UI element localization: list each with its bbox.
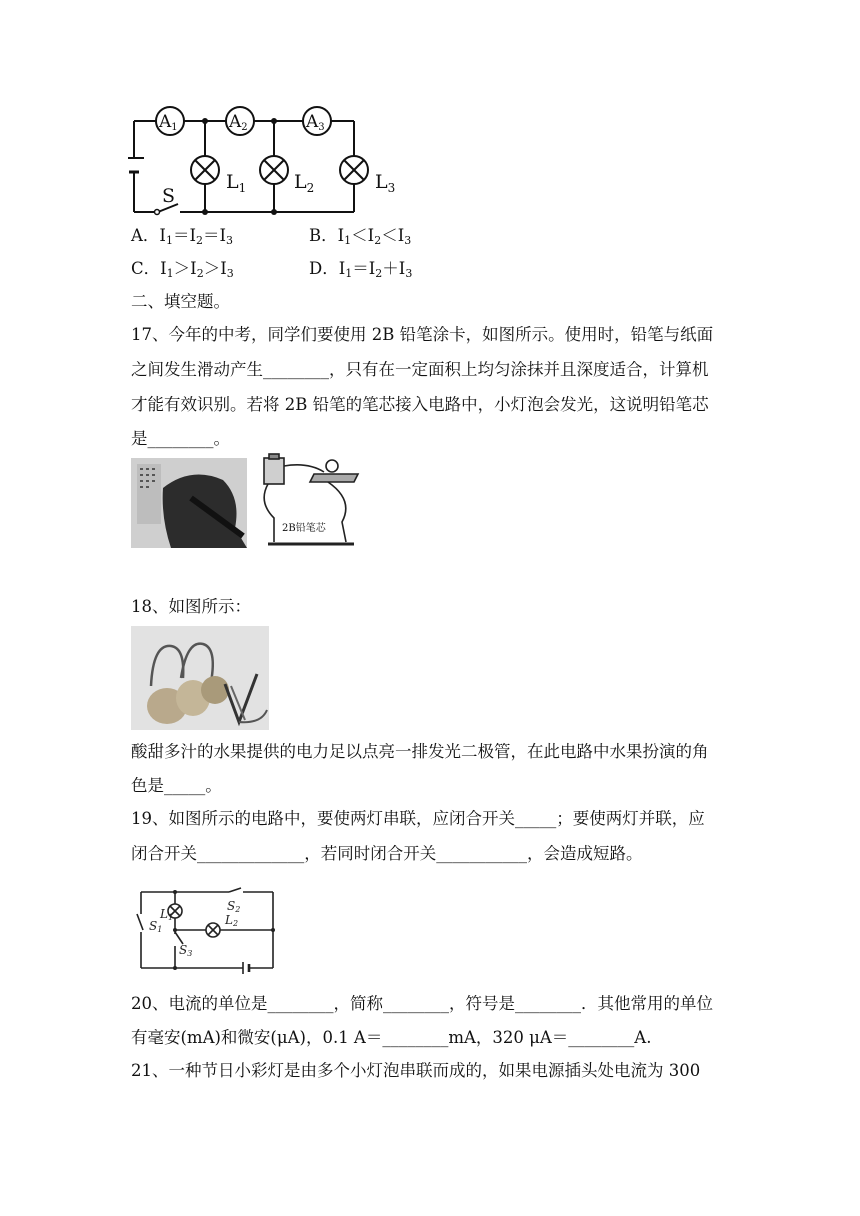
- section-title: 二、填空题。: [131, 292, 230, 311]
- svg-text:A3: A3: [306, 112, 325, 133]
- svg-text:L1: L1: [160, 907, 174, 922]
- svg-text:A1: A1: [159, 112, 178, 133]
- circuit-diagram-switches: [135, 884, 281, 974]
- q17-line-1: 17、今年的中考，同学们要使用 2B 铅笔涂卡，如图所示。使用时，铅笔与纸面: [131, 325, 714, 344]
- svg-text:L3: $L_3$: [375, 171, 396, 195]
- q19-line-1: 19、如图所示的电路中，要使两灯串联，应闭合开关_____；要使两灯并联，应: [131, 809, 705, 828]
- q20-line-2: 有毫安(mA)和微安(μA)，0.1 A＝________mA，320 μA＝________A.: [131, 1028, 652, 1047]
- pencil-lead-circuit-figure: [258, 452, 366, 550]
- svg-text:S3: S3: [179, 943, 193, 958]
- q19-line-2: 闭合开关_____________，若同时闭合开关___________，会造成短路。: [131, 844, 643, 863]
- option-a: A．$I_1=I_2=I_3$: [131, 226, 233, 247]
- q18-line-3: 色是_____。: [131, 776, 222, 795]
- svg-text:S1: S1: [149, 919, 163, 934]
- fruit-battery-photo: [131, 626, 269, 730]
- q17-line-2: 之间发生滑动产生________，只有在一定面积上均匀涂抹并且深度适合，计算机: [131, 360, 709, 379]
- svg-text:L1: $L_1$: [226, 171, 247, 195]
- q17-line-3: 才能有效识别。若将 2B 铅笔的笔芯接入电路中，小灯泡会发光，这说明铅笔芯: [131, 395, 709, 414]
- q21-line-1: 21、一种节日小彩灯是由多个小灯泡串联而成的，如果电源插头处电流为 300: [131, 1061, 701, 1080]
- pencil-writing-photo: [131, 458, 247, 548]
- option-d: D．$I_1=I_2+I_3$: [309, 259, 413, 280]
- svg-text:2B铅笔芯: 2B铅笔芯: [282, 523, 326, 534]
- svg-text:A2: A2: [229, 112, 248, 133]
- q20-line-1: 20、电流的单位是________，简称________，符号是________．其他常用的单位: [131, 994, 713, 1013]
- option-c: C．$I_1>I_2>I_3$: [131, 259, 234, 280]
- svg-text:S2: S2: [227, 899, 241, 914]
- circuit-diagram-ammeters: [128, 100, 418, 218]
- q18-line-2: 酸甜多汁的水果提供的电力足以点亮一排发光二极管，在此电路中水果扮演的角: [131, 742, 709, 761]
- q17-line-4: 是________。: [131, 429, 230, 448]
- option-b: B．$I_1<I_2<I_3$: [309, 226, 412, 247]
- q18-line-1: 18、如图所示：: [131, 597, 251, 616]
- svg-text:L2: $L_2$: [294, 171, 315, 195]
- svg-text:L2: L2: [225, 913, 239, 928]
- svg-text:S: S: [162, 185, 176, 207]
